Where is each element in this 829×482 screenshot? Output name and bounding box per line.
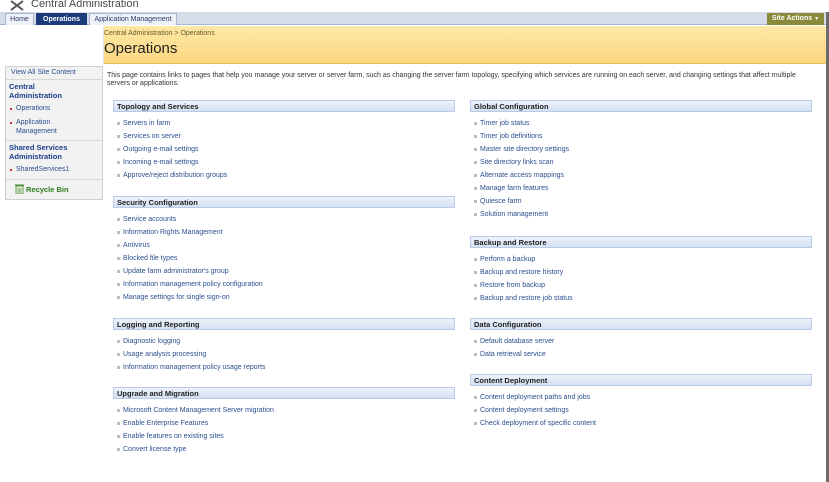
- breadcrumb[interactable]: Central Administration > Operations: [104, 30, 215, 37]
- link-label[interactable]: Manage settings for single sign-on: [123, 294, 230, 301]
- link-label[interactable]: Quiesce farm: [480, 198, 522, 205]
- site-actions-label: Site Actions: [771, 15, 813, 22]
- bullet-icon: [117, 270, 120, 273]
- bullet-icon: [474, 353, 477, 356]
- link-label[interactable]: Manage farm features: [480, 185, 549, 192]
- nav-item-application-management[interactable]: Application Management: [16, 119, 57, 135]
- bullet-icon: [117, 244, 120, 247]
- tab-home[interactable]: Home: [5, 13, 34, 25]
- link-label[interactable]: Servers in farm: [123, 120, 171, 127]
- page-title: Operations: [104, 40, 178, 57]
- tab-application-management[interactable]: Application Management: [89, 13, 177, 25]
- nav-bullet: [10, 122, 12, 124]
- link-label[interactable]: Content deployment paths and jobs: [480, 394, 591, 401]
- bullet-icon: [474, 122, 477, 125]
- bullet-icon: [117, 283, 120, 286]
- nav-item-sharedservices1[interactable]: SharedServices1: [16, 166, 70, 173]
- section-topology-and-services: [113, 100, 455, 179]
- section-security-configuration: [113, 196, 455, 301]
- bullet-icon: [117, 448, 120, 451]
- link-label[interactable]: Blocked file types: [123, 255, 178, 262]
- bullet-icon: [117, 422, 120, 425]
- left-nav: [5, 66, 103, 200]
- page-description: This page contains links to pages that help you manage your server or server farm, such as changing the server farm topology, specifying which services are running on each server, and changing settings that affect multiple servers or applications.: [107, 72, 796, 87]
- section-logging-and-reporting: [113, 318, 455, 371]
- section-title: Content Deployment: [470, 374, 812, 386]
- section-title: Logging and Reporting: [113, 318, 455, 330]
- bullet-icon: [117, 435, 120, 438]
- bullet-icon: [474, 271, 477, 274]
- tab-operations[interactable]: Operations: [36, 13, 87, 25]
- bullet-icon: [117, 174, 120, 177]
- bullet-icon: [474, 135, 477, 138]
- bullet-icon: [117, 218, 120, 221]
- section-title: Data Configuration: [470, 318, 812, 330]
- recycle-bin-link[interactable]: Recycle Bin: [26, 185, 69, 194]
- bullet-icon: [117, 353, 120, 356]
- bullet-icon: [117, 257, 120, 260]
- section-title: Upgrade and Migration: [113, 387, 455, 399]
- nav-heading-shared-services[interactable]: Shared Services Administration: [9, 143, 68, 161]
- link-label[interactable]: Timer job status: [480, 120, 530, 127]
- bullet-icon: [117, 122, 120, 125]
- bullet-icon: [474, 409, 477, 412]
- bullet-icon: [474, 340, 477, 343]
- chevron-down-icon: ▼: [814, 16, 820, 22]
- section-global-configuration: [470, 100, 812, 218]
- section-backup-and-restore: [470, 236, 812, 302]
- link-label[interactable]: Timer job definitions: [480, 133, 543, 140]
- section-title: Backup and Restore: [470, 236, 812, 248]
- section-upgrade-and-migration: [113, 387, 455, 453]
- bullet-icon: [474, 174, 477, 177]
- site-actions-button[interactable]: [767, 13, 824, 25]
- bullet-icon: [474, 396, 477, 399]
- nav-bullet: [10, 108, 12, 110]
- link-label[interactable]: Service accounts: [123, 216, 177, 223]
- nav-heading-central-admin[interactable]: Central Administration: [9, 82, 62, 100]
- link-label[interactable]: Restore from backup: [480, 282, 545, 289]
- bullet-icon: [474, 187, 477, 190]
- bullet-icon: [474, 148, 477, 151]
- link-label[interactable]: Backup and restore history: [480, 269, 564, 276]
- link-label[interactable]: Check deployment of specific content: [480, 420, 596, 427]
- bullet-icon: [117, 409, 120, 412]
- link-label[interactable]: Approve/reject distribution groups: [123, 172, 228, 179]
- section-data-configuration: [470, 318, 812, 358]
- link-label[interactable]: Incoming e-mail settings: [123, 159, 199, 166]
- section-title: Global Configuration: [470, 100, 812, 112]
- link-label[interactable]: Update farm administrator's group: [123, 268, 229, 275]
- bullet-icon: [474, 161, 477, 164]
- bullet-icon: [117, 161, 120, 164]
- link-label[interactable]: Usage analysis processing: [123, 351, 207, 358]
- section-content-deployment: [470, 374, 812, 427]
- nav-divider: [6, 179, 102, 180]
- central-admin-icon: [10, 0, 24, 11]
- link-label[interactable]: Backup and restore job status: [480, 295, 573, 302]
- bullet-icon: [117, 366, 120, 369]
- bullet-icon: [117, 340, 120, 343]
- link-label[interactable]: Convert license type: [123, 446, 187, 453]
- link-label[interactable]: Content deployment settings: [480, 407, 569, 414]
- bullet-icon: [117, 231, 120, 234]
- title-band-left: [0, 26, 104, 64]
- bullet-icon: [117, 148, 120, 151]
- link-label[interactable]: Diagnostic logging: [123, 338, 181, 345]
- bullet-icon: [474, 284, 477, 287]
- link-label[interactable]: Master site directory settings: [480, 146, 570, 153]
- link-label[interactable]: Antivirus: [123, 242, 150, 249]
- nav-item-operations[interactable]: Operations: [16, 105, 51, 112]
- link-label[interactable]: Enable Enterprise Features: [123, 420, 209, 427]
- recycle-bin-icon: [15, 184, 24, 194]
- top-bar: [0, 0, 829, 12]
- nav-divider: [6, 140, 102, 141]
- nav-divider: [6, 79, 102, 80]
- link-label[interactable]: Default database server: [480, 338, 555, 345]
- link-label[interactable]: Microsoft Content Management Server migration: [123, 407, 274, 414]
- bullet-icon: [117, 135, 120, 138]
- link-label[interactable]: Enable features on existing sites: [123, 433, 224, 440]
- bullet-icon: [474, 297, 477, 300]
- link-label[interactable]: Solution management: [480, 211, 549, 218]
- section-title: Security Configuration: [113, 196, 455, 208]
- bullet-icon: [474, 200, 477, 203]
- tab-bar: [0, 12, 829, 25]
- bullet-icon: [474, 213, 477, 216]
- link-label[interactable]: Services on server: [123, 133, 181, 140]
- link-label[interactable]: Alternate access mappings: [480, 172, 565, 179]
- link-label[interactable]: Data retrieval service: [480, 351, 546, 358]
- section-title: Topology and Services: [113, 100, 455, 112]
- link-label[interactable]: Information Rights Management: [123, 229, 223, 236]
- link-label[interactable]: Perform a backup: [480, 256, 536, 263]
- bullet-icon: [117, 296, 120, 299]
- view-all-site-content-link[interactable]: View All Site Content: [11, 69, 76, 76]
- link-label[interactable]: Site directory links scan: [480, 159, 554, 166]
- bullet-icon: [474, 422, 477, 425]
- app-title: Central Administration: [31, 0, 139, 10]
- link-label[interactable]: Information management policy configuration: [123, 281, 263, 288]
- bullet-icon: [474, 258, 477, 261]
- nav-bullet: [10, 169, 12, 171]
- link-label[interactable]: Outgoing e-mail settings: [123, 146, 199, 153]
- link-label[interactable]: Information management policy usage reports: [123, 364, 266, 371]
